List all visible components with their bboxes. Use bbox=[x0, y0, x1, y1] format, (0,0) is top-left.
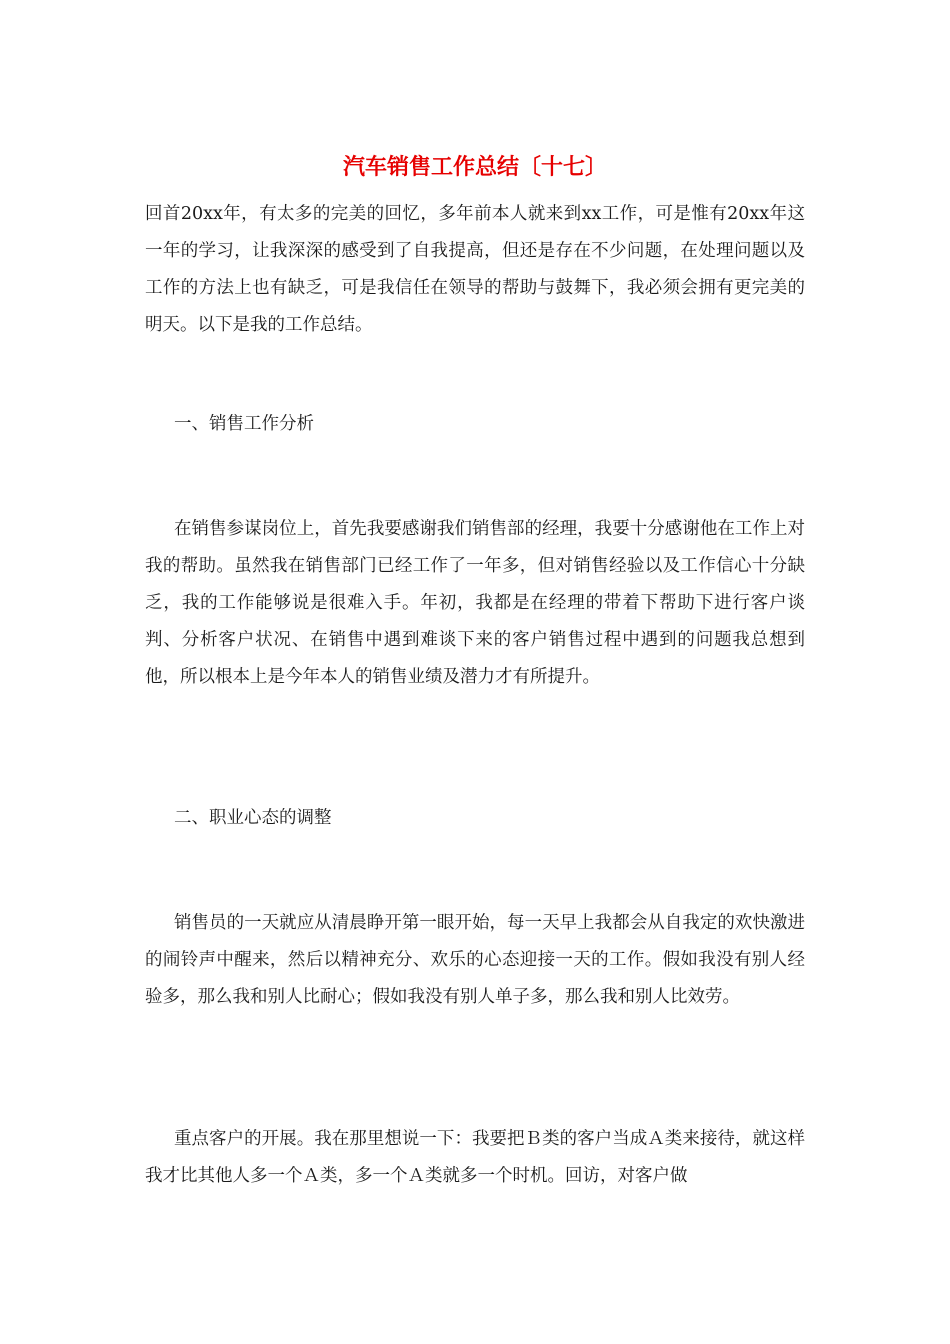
section-heading-mindset: 二、职业心态的调整 bbox=[174, 808, 332, 828]
section-body-mindset: 销售员的一天就应从清晨睁开第一眼开始，每一天早上我都会从自我定的欢快激进的闹铃声中醒来，然后以精神充分、欢乐的心态迎接一天的工作。假如我没有别人经验多，那么我和别人比耐心；假如我没有别人单子多，那么我和别人比效劳。 bbox=[145, 913, 805, 1007]
section-body-key-clients: 重点客户的开展。我在那里想说一下：我要把Ｂ类的客户当成Ａ类来接待，就这样我才比其他人多一个Ａ类，多一个Ａ类就多一个时机。回访，对客户做 bbox=[145, 1129, 805, 1186]
section-body-sales-analysis: 在销售参谋岗位上，首先我要感谢我们销售部的经理，我要十分感谢他在工作上对我的帮助。虽然我在销售部门已经工作了一年多，但对销售经验以及工作信心十分缺乏，我的工作能够说是很难入手。年初，我都是在经理的带着下帮助下进行客户谈判、分析客户状况、在销售中遇到难谈下来的客户销售过程中遇到的问题我总想到他，所以根本上是今年本人的销售业绩及潜力才有所提升。 bbox=[145, 519, 805, 687]
section-heading-sales-analysis: 一、销售工作分析 bbox=[174, 414, 314, 434]
document-title: 汽车销售工作总结〔十七〕 bbox=[342, 155, 607, 180]
intro-paragraph: 回首20xx年，有太多的完美的回忆，多年前本人就来到xx工作，可是惟有20xx年这一年的学习，让我深深的感受到了自我提高，但还是存在不少问题，在处理问题以及工作的方法上也有缺乏，可是我信任在领导的帮助与鼓舞下，我必须会拥有更完美的明天。以下是我的工作总结。 bbox=[145, 204, 805, 335]
